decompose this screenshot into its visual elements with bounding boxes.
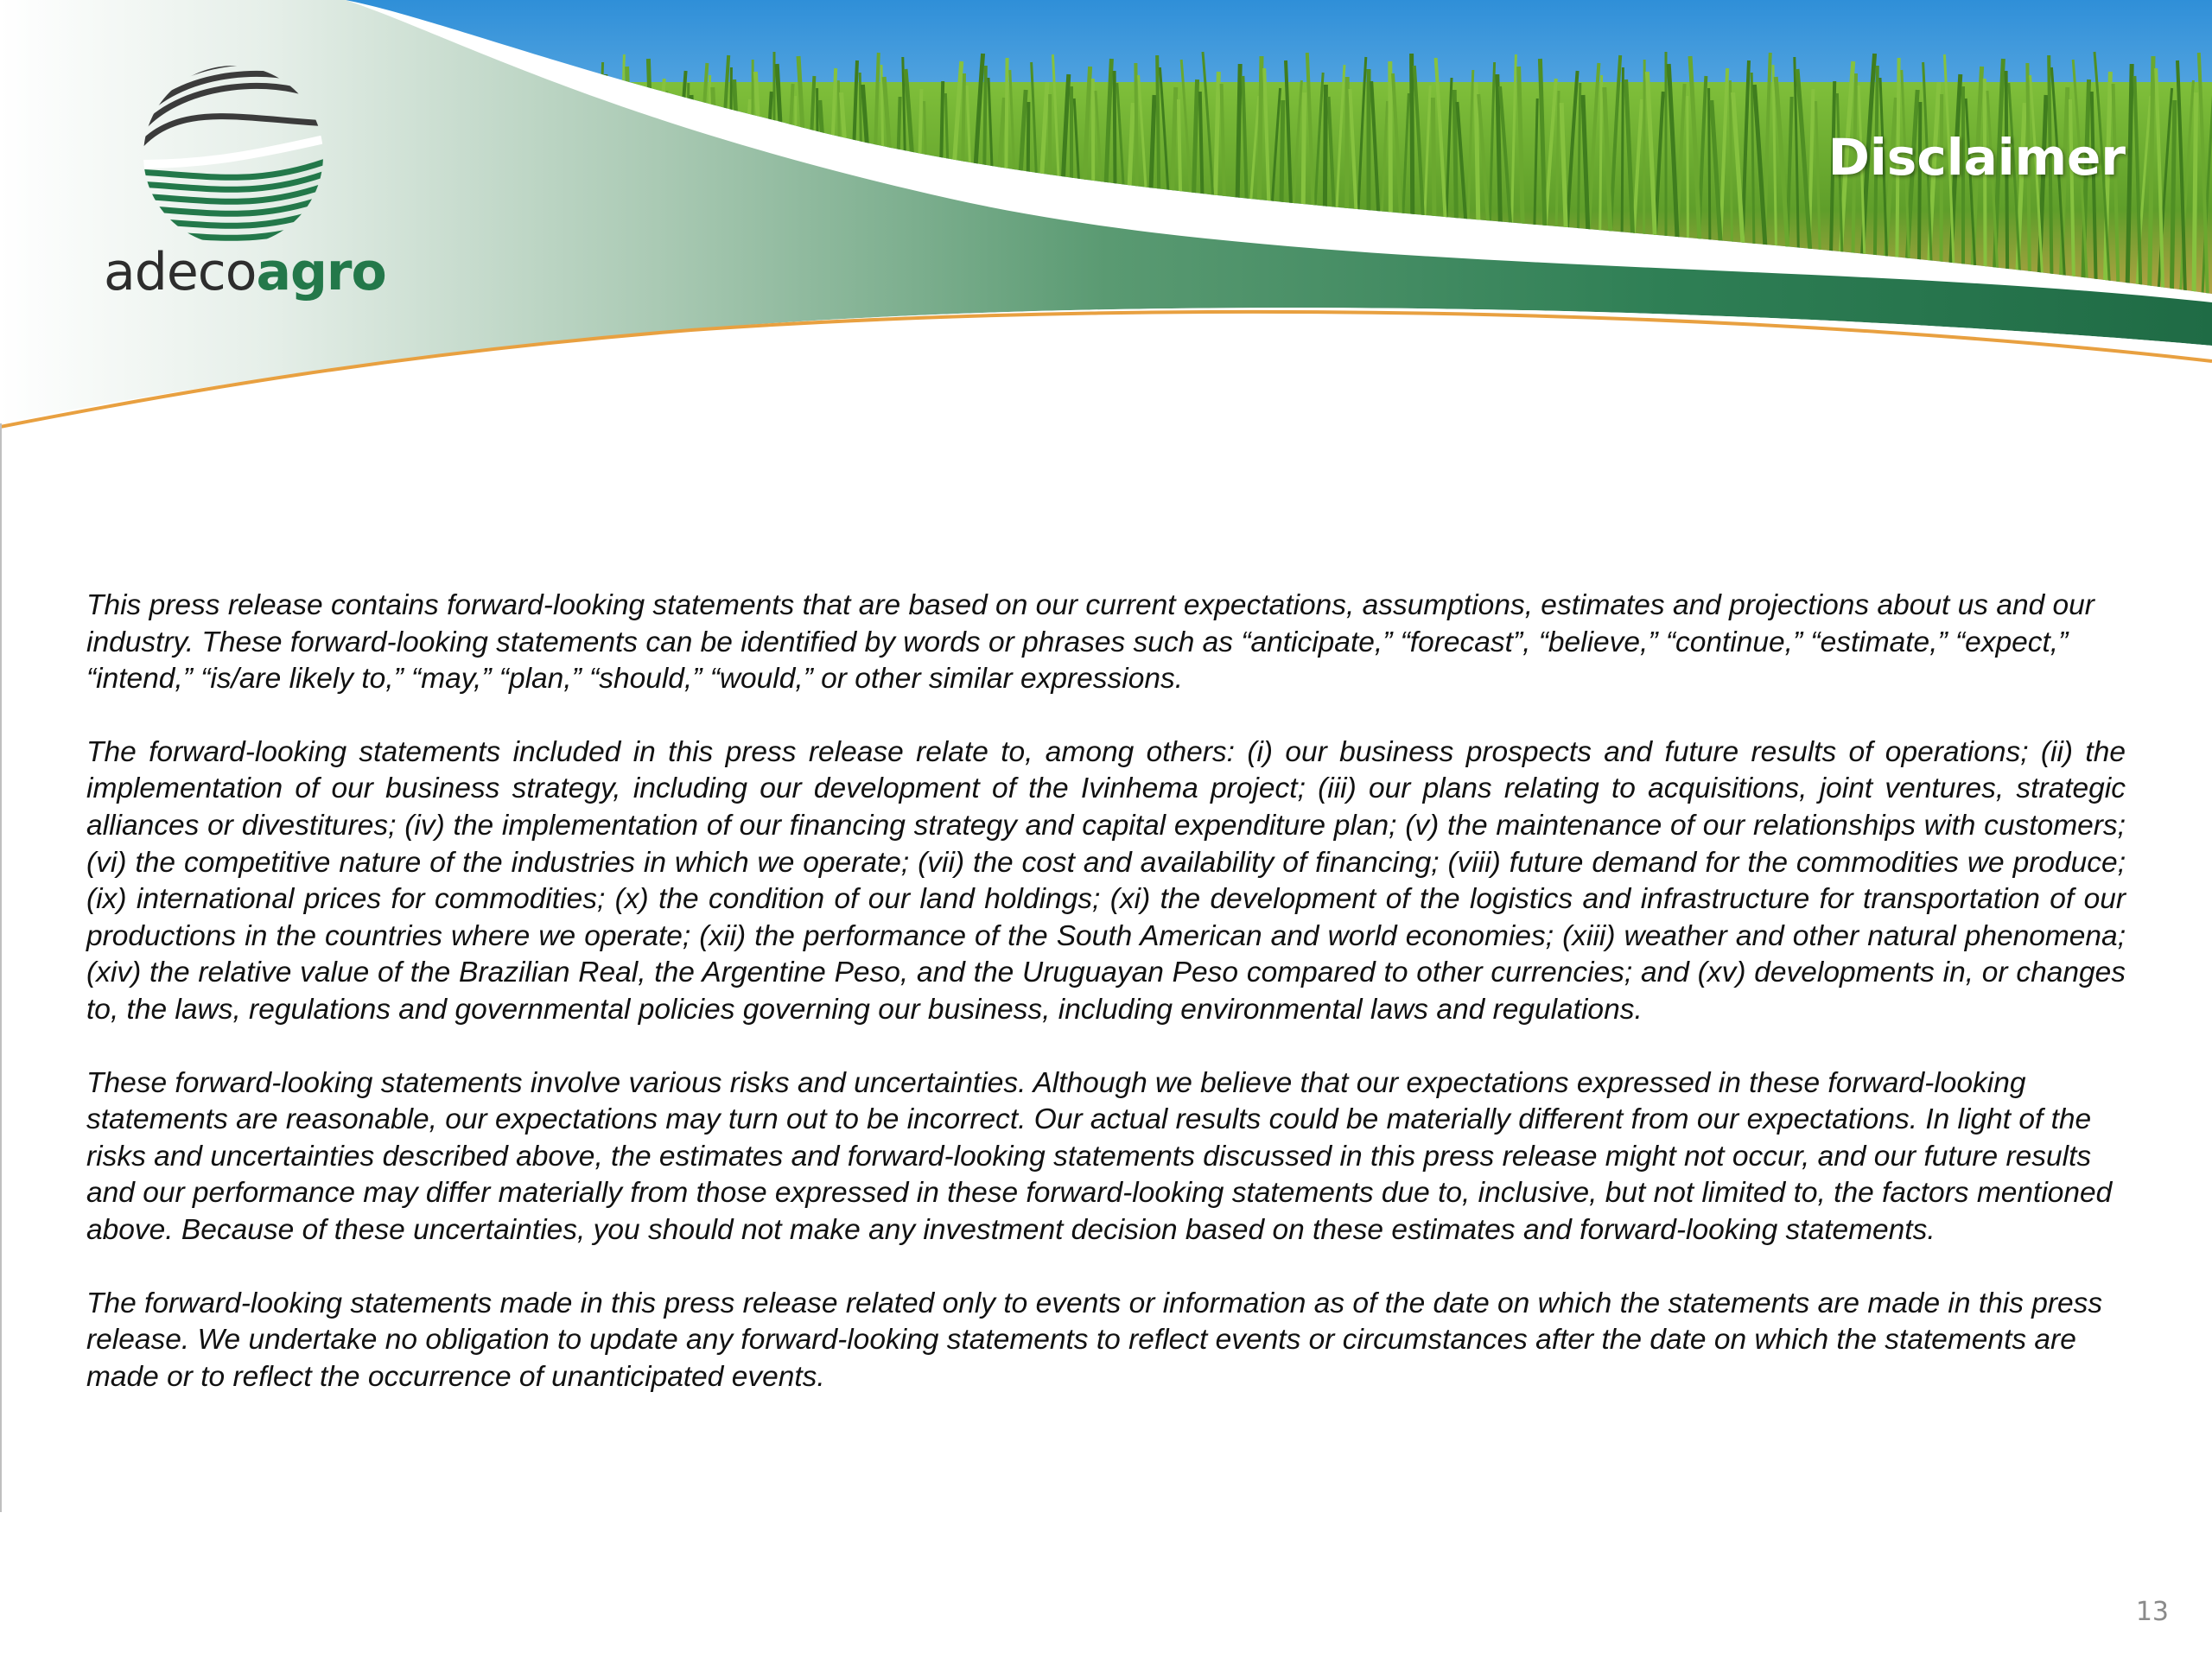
disclaimer-body bbox=[86, 588, 2126, 1432]
adecoagro-logo-icon bbox=[138, 60, 328, 251]
cane-stalk bbox=[2194, 92, 2196, 328]
paragraph-2: The forward-looking statements included in this press release relate to, among others: (i) our business prospects and future results of operations; (ii) the implementation of our business strategy, including our development of the Ivinhema project; (iii) our plans relating to acquisitions, joint ventures, strategic alliances or divestitures; (iv) the implementation of our financing strategy and capital expenditure plan; (v) the maintenance of our relationships with customers; (vi) the competitive nature of the industries in which we operate; (vii) the cost and availability of financing; (viii) future demand for the commodities we produce; (ix) international prices for commodities; (x) the condition of our land holdings; (xi) the development of the logistics and infrastructure for transportation of our productions in the countries where we operate; (xii) the performance of the South American and world economies; (xiii) weather and other natural phenomena; (xiv) the relative value of the Brazilian Real, the Argentine Peso, and the Uruguayan Peso compared to other currencies; and (xv) developments in, or changes to, the laws, regulations and governmental policies governing our business, including environmental laws and regulations. bbox=[86, 735, 2126, 1026]
brand-name-part1: adeco bbox=[104, 242, 257, 302]
paragraph-3: These forward-looking statements involve various risks and uncertainties. Although we believe that our expectations expressed in these forward-looking statements are reasonable, our expectations may turn out to be incorrect. Our actual results could be materially different from our expectations. In light of the risks and uncertainties described above, the estimates and forward-looking statements discussed in this press release might not occur, and our future results and our performance may differ materially from those expressed in these forward-looking statements due to, inclusive, but not limited to, the factors mentioned above. Because of these uncertainties, you should not make any investment decision based on these estimates and forward-looking statements. bbox=[86, 1066, 2113, 1246]
brand-name bbox=[104, 242, 386, 302]
paragraph-1: This press release contains forward-looking statements that are based on our current expectations, assumptions, estimates and projections about us and our industry. These forward-looking statements can be identified by words or phrases such as “anticipate,” “forecast”, “believe,” “continue,” “estimate,” “expect,” “intend,” “is/are likely to,” “may,” “plan,” “should,” “would,” or other similar expressions. bbox=[86, 589, 2094, 696]
logo bbox=[104, 52, 386, 328]
page-number: 13 bbox=[2135, 1597, 2169, 1627]
paragraph-4: The forward-looking statements made in this press release related only to events or information as of the date on which the statements are made in this press release. We undertake no obligation to update any forward-looking statements to reflect events or circumstances after the date on which the statements are made or to reflect the occurrence of unanticipated events. bbox=[86, 1287, 2103, 1393]
left-border bbox=[0, 423, 2, 1512]
page-title: Disclaimer bbox=[1827, 128, 2126, 187]
brand-name-part2: agro bbox=[256, 242, 386, 302]
